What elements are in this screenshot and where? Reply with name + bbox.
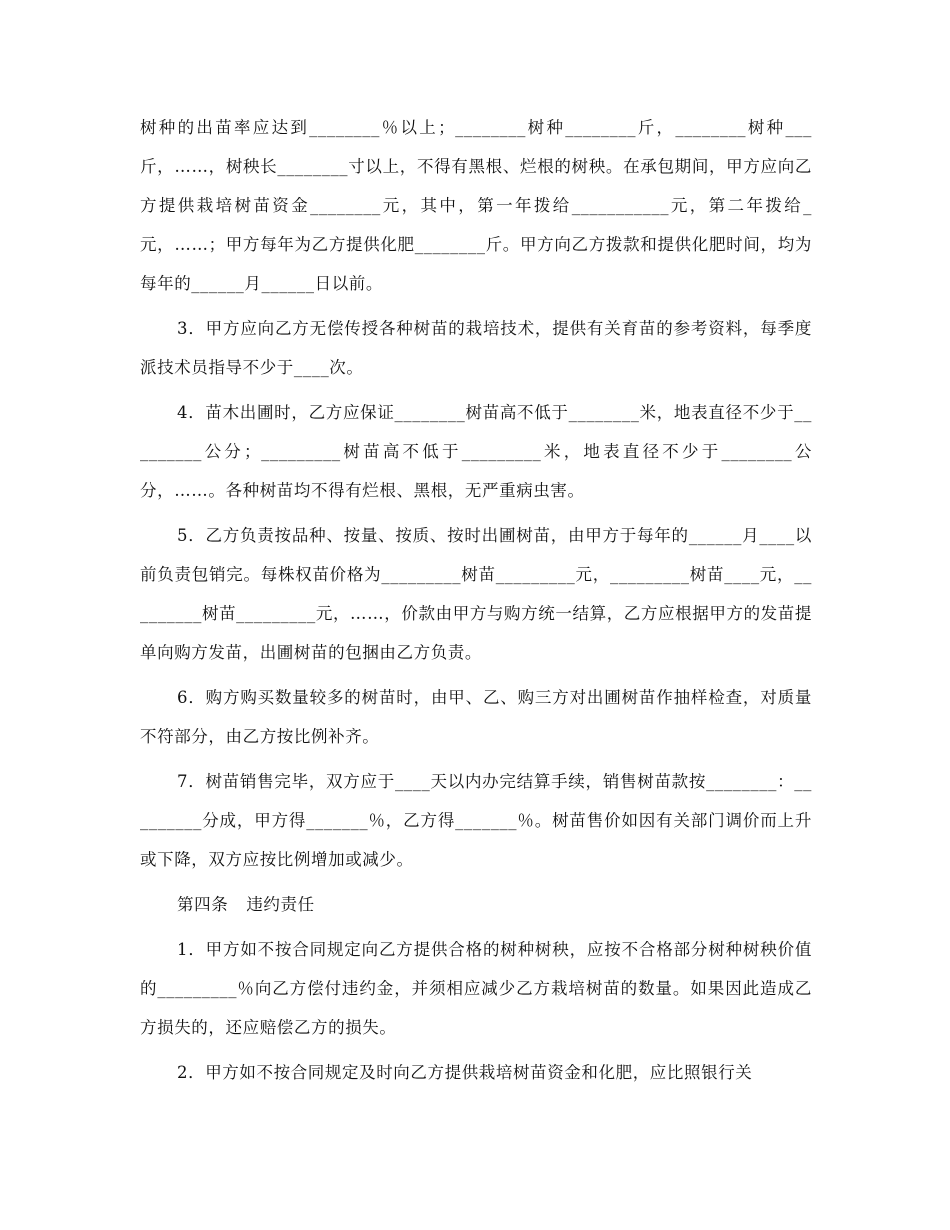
paragraph-continuation: 树种的出苗率应达到________％以上；________树种________斤，________树种___斤，……，树秧长________寸以上，不得有黑根、烂根的树秧。在承包期间，甲方应向乙方提供栽培树苗资金________元，其中，第一年拨给___________元，第二年拨给_元，……；甲方每年为乙方提供化肥________斤。甲方向乙方拨款和提供化肥时间，均为每年的______月______日以前。 (140, 118, 812, 293)
document-page (140, 108, 812, 1098)
paragraph-clause-5: 5．乙方负责按品种、按量、按质、按时出圃树苗，由甲方于每年的______月____以前负责包销完。每株权苗价格为_________树苗_________元，_________树苗____元，_________树苗_________元，……，价款由甲方与购方统一结算，乙方应根据甲方的发苗提单向购方发苗，出圃树苗的包捆由乙方负责。 (140, 526, 812, 662)
paragraph-clause-4: 4．苗木出圃时，乙方应保证________树苗高不低于________米，地表直径不少于_________公分；_________树苗高不低于_________米，地表直径不少于________公分，……。各种树苗均不得有烂根、黑根，无严重病虫害。 (140, 403, 812, 500)
paragraph-clause-7: 7．树苗销售完毕，双方应于____天以内办完结算手续，销售树苗款按________：_________分成，甲方得_______％，乙方得_______％。树苗售价如因有关部门调价而上升或下降，双方应按比例增加或减少。 (140, 772, 812, 869)
article-heading (140, 885, 812, 924)
paragraph-breach-1: 1．甲方如不按合同规定向乙方提供合格的树种树秧，应按不合格部分树种树秧价值的_________％向乙方偿付违约金，并须相应减少乙方栽培树苗的数量。如果因此造成乙方损失的，还应赔偿乙方的损失。 (140, 940, 812, 1037)
article-number: 第四条 (177, 895, 229, 914)
paragraph-breach-2: 2．甲方如不按合同规定及时向乙方提供栽培树苗资金和化肥，应比照银行关 (177, 1063, 753, 1082)
paragraph-clause-3: 3．甲方应向乙方无偿传授各种树苗的栽培技术，提供有关育苗的参考资料，每季度派技术员指导不少于____次。 (140, 319, 812, 377)
paragraph-clause-6: 6．购方购买数量较多的树苗时，由甲、乙、购三方对出圃树苗作抽样检查，对质量不符部分，由乙方按比例补齐。 (140, 688, 812, 746)
article-title: 违约责任 (246, 895, 315, 914)
